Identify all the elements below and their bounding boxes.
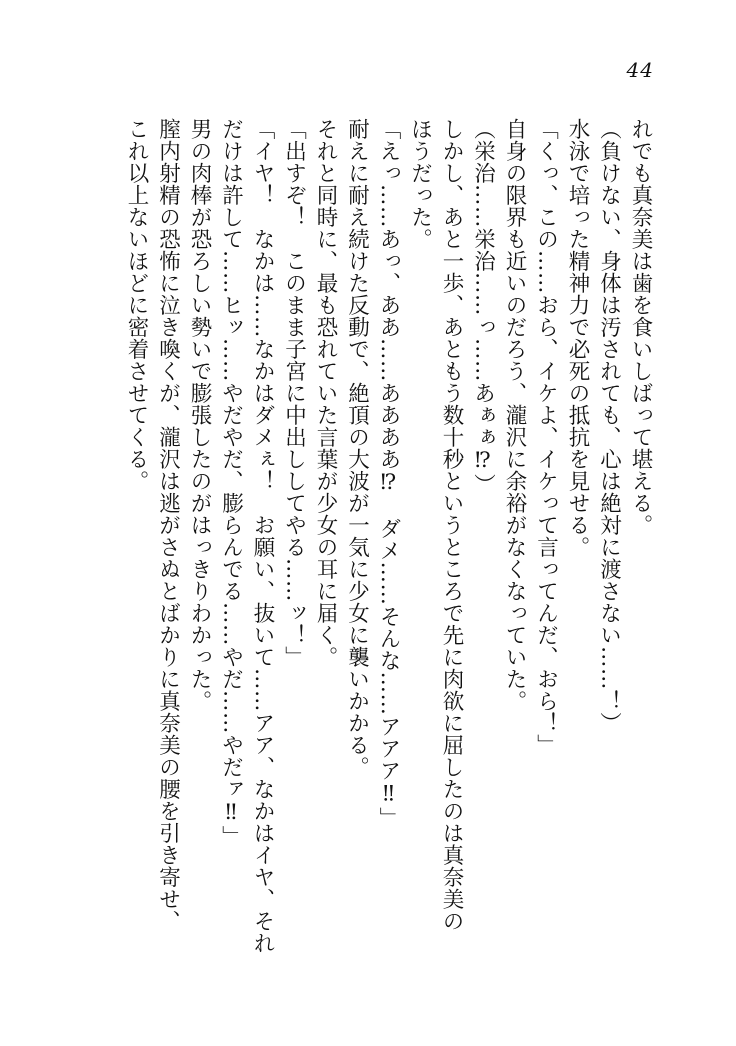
text-line: 男の肉棒が恐ろしい勢いで膨張したのがはっきりわかった。 [187, 118, 212, 712]
text-line: （負けない、身体は汚されても、心は絶対に渡さない……！） [596, 118, 622, 734]
page-number: 44 [626, 58, 654, 82]
text-line: 「出すぞ！ このまま子宮に中出ししてやる……ッ！」 [281, 118, 307, 668]
body-text [36, 118, 656, 998]
text-line: ほうだった。 [407, 118, 433, 250]
text-line: しかし、あと一歩、あともう数十秒というところで先に肉欲に屈したのは真奈美の [439, 118, 464, 932]
text-line: れでも真奈美は歯を食いしばって堪える。 [628, 118, 653, 536]
text-line: だけは許して……ヒッ……やだやだ、膨らんでる……やだ……やだァ‼」 [218, 118, 244, 848]
text-line: 「くっ、この……おら、イケよ、イケって言ってんだ、おら！」 [533, 118, 559, 756]
text-line: これ以上ないほどに密着させてくる。 [124, 118, 149, 492]
text-line: 「えっ……あっ、ああ……ああああ⁉ ダメ……そんな……アアア‼」 [376, 118, 401, 829]
text-line: 水泳で培った精神力で必死の抵抗を見せる。 [565, 118, 590, 558]
text-line: 「イヤ！ なかは……なかはダメぇ！ お願い、抜いて……アア、なかはイヤ、それ [250, 118, 275, 954]
text-line: 自身の限界も近いのだろう、瀧沢に余裕がなくなっていた。 [502, 118, 527, 712]
text-line: 耐えに耐え続けた反動で、絶頂の大波が一気に少女に襲いかかる。 [344, 118, 370, 778]
text-line: それと同時に、最も恐れていた言葉が少女の耳に届く。 [313, 118, 338, 668]
text-line: （栄治……栄治……っ……あぁぁ⁉） [470, 118, 496, 496]
text-line: 膣内射精の恐怖に泣き喚くが、瀧沢は逃がさぬとばかりに真奈美の腰を引き寄せ、 [155, 118, 181, 932]
